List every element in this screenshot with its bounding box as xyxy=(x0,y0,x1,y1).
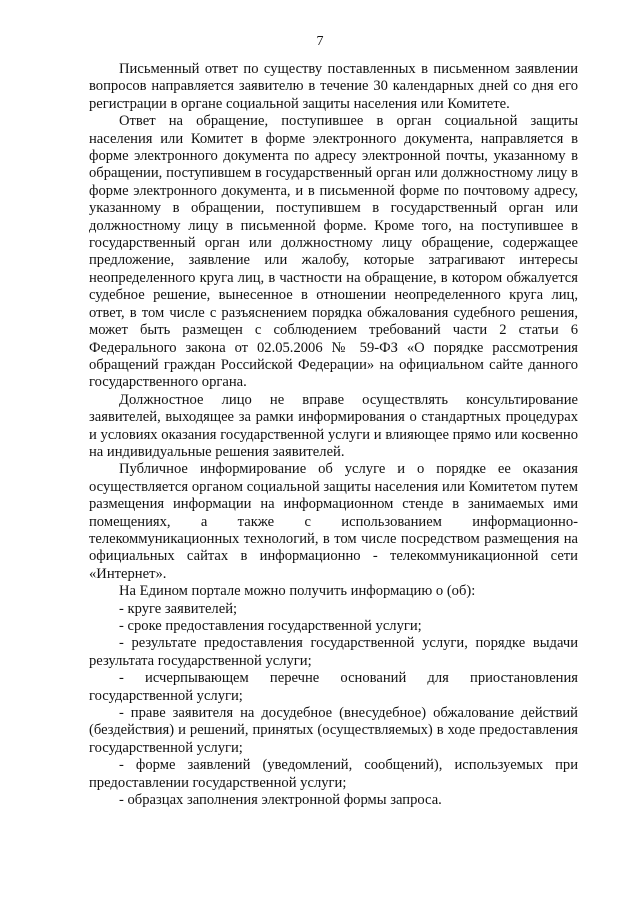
paragraph-official-restrictions: Должностное лицо не вправе осуществлять консультирование заявителей, выходящее за рамки информирования о стандартных процедурах и условиях оказания государственной услуги и влияющее прямо или косвенно на индивидуальные решения заявителей. xyxy=(89,391,578,460)
list-item: - круге заявителей; xyxy=(119,600,238,617)
list-item: - образцах заполнения электронной формы запроса. xyxy=(119,792,442,809)
list-item: - форме заявлений (уведомлений, сообщений), используемых при предоставлении государственной услуги; xyxy=(89,757,578,791)
list-item: - праве заявителя на досудебное (внесудебное) обжалование действий (бездействия) и решений, принятых (осуществляемых) в ходе предоставления государственной услуги; xyxy=(89,705,578,756)
list-item: - исчерпывающем перечне оснований для приостановления государственной услуги; xyxy=(89,670,578,704)
paragraph-public-informing: Публичное информирование об услуге и о порядке ее оказания осуществляется органом социальной защиты населения или Комитетом путем размещения информации на информационном стенде в занимаемых ими помещениях, а также с использованием информационно-телекоммуникационных технологий, в том числе посредством размещения на официальных сайтах в информационно - телекоммуникационной сети «Интернет». xyxy=(89,461,578,582)
paragraph-electronic-response: Ответ на обращение, поступившее в орган социальной защиты населения или Комитет в форме электронного документа, направляется в форме электронного документа по адресу электронной почты, указанному в обращении, поступившем в государственный орган или должностному лицу в форме электронного документа, и в письменной форме по почтовому адресу, указанному в обращении, поступившем в государственный орган или должностному лицу в письменной форме. Кроме того, на поступившее в государственный орган или должностному лицу обращение, содержащее предложение, заявление или жалобу, которые затрагивают интересы неопределенного круга лиц, в частности на обращение, в котором обжалуется судебное решение, вынесенное в отношении неопределенного круга лиц, ответ, в том числе с разъяснением порядка обжалования судебного решения, может быть размещен с соблюдением требований части 2 статьи 6 Федерального закона от 02.05.2006 № 59-ФЗ «О порядке рассмотрения обращений граждан Российской Федерации» на официальном сайте данного государственного органа. xyxy=(89,113,578,391)
list-item: - сроке предоставления государственной услуги; xyxy=(119,618,422,634)
paragraph-written-response: Письменный ответ по существу поставленных в письменном заявлении вопросов направляется заявителю в течение 30 календарных дней со дня его регистрации в органе социальной защиты населения или Комитете. xyxy=(89,61,578,112)
page-number: 7 xyxy=(316,34,324,49)
paragraph-portal-intro: На Едином портале можно получить информацию о (об): xyxy=(119,583,476,600)
document-body xyxy=(89,61,578,809)
list-item: - результате предоставления государственной услуги, порядке выдачи результата государственной услуги; xyxy=(89,635,578,669)
